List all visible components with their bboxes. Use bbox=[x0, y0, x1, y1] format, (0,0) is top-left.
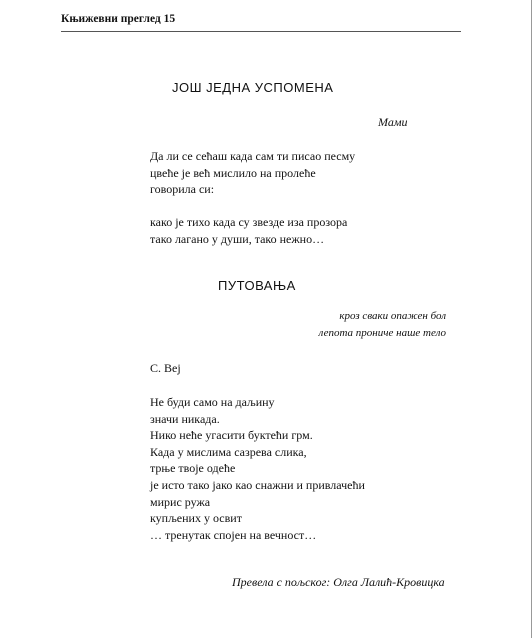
poem-title-2: ПУТОВАЊА bbox=[218, 278, 296, 293]
poem2-stanza bbox=[150, 394, 365, 543]
verse-line: тако лагано у души, тако нежно… bbox=[150, 231, 325, 246]
poem-dedication: Мами bbox=[378, 115, 408, 129]
verse-line: трње твоје одеће bbox=[150, 461, 236, 476]
verse-line: говорила си: bbox=[150, 182, 215, 197]
verse-line: Да ли се сећаш када сам ти писао песму bbox=[150, 149, 356, 163]
epigraph-line: лепота прониче наше тело bbox=[318, 327, 446, 339]
header-rule bbox=[61, 31, 461, 32]
verse-line: цвеће је већ мислило на пролеће bbox=[150, 165, 316, 180]
epigraph-line: кроз сваки опажен бол bbox=[339, 310, 446, 322]
verse-line: како је тихо када су звезде иза прозора bbox=[150, 215, 348, 229]
running-header: Књижевни преглед 15 bbox=[61, 13, 176, 25]
poem-title-1: ЈОШ ЈЕДНА УСПОМЕНА bbox=[172, 80, 334, 95]
verse-line: Не буди само на даљину bbox=[150, 395, 275, 409]
verse-line: … тренутак спојен на вечност… bbox=[150, 527, 317, 542]
verse-line: Нико неће угасити буктећи грм. bbox=[150, 428, 313, 443]
verse-line: мирис ружа bbox=[150, 494, 211, 509]
translator-credit: Превела с пољског: Олга Лалић-Кровицка bbox=[232, 575, 445, 589]
poem1-stanza-2 bbox=[150, 214, 347, 247]
verse-line: је исто тако јако као снажни и привлачећи bbox=[150, 477, 365, 492]
poem-epigraph bbox=[306, 308, 446, 342]
poem1-stanza-1 bbox=[150, 148, 355, 198]
verse-line: купљених у освит bbox=[150, 511, 242, 526]
verse-line: Када у мислима сазрева слика, bbox=[150, 444, 307, 459]
epigraph-author: С. Веј bbox=[150, 361, 181, 375]
verse-line: значи никада. bbox=[150, 411, 220, 426]
